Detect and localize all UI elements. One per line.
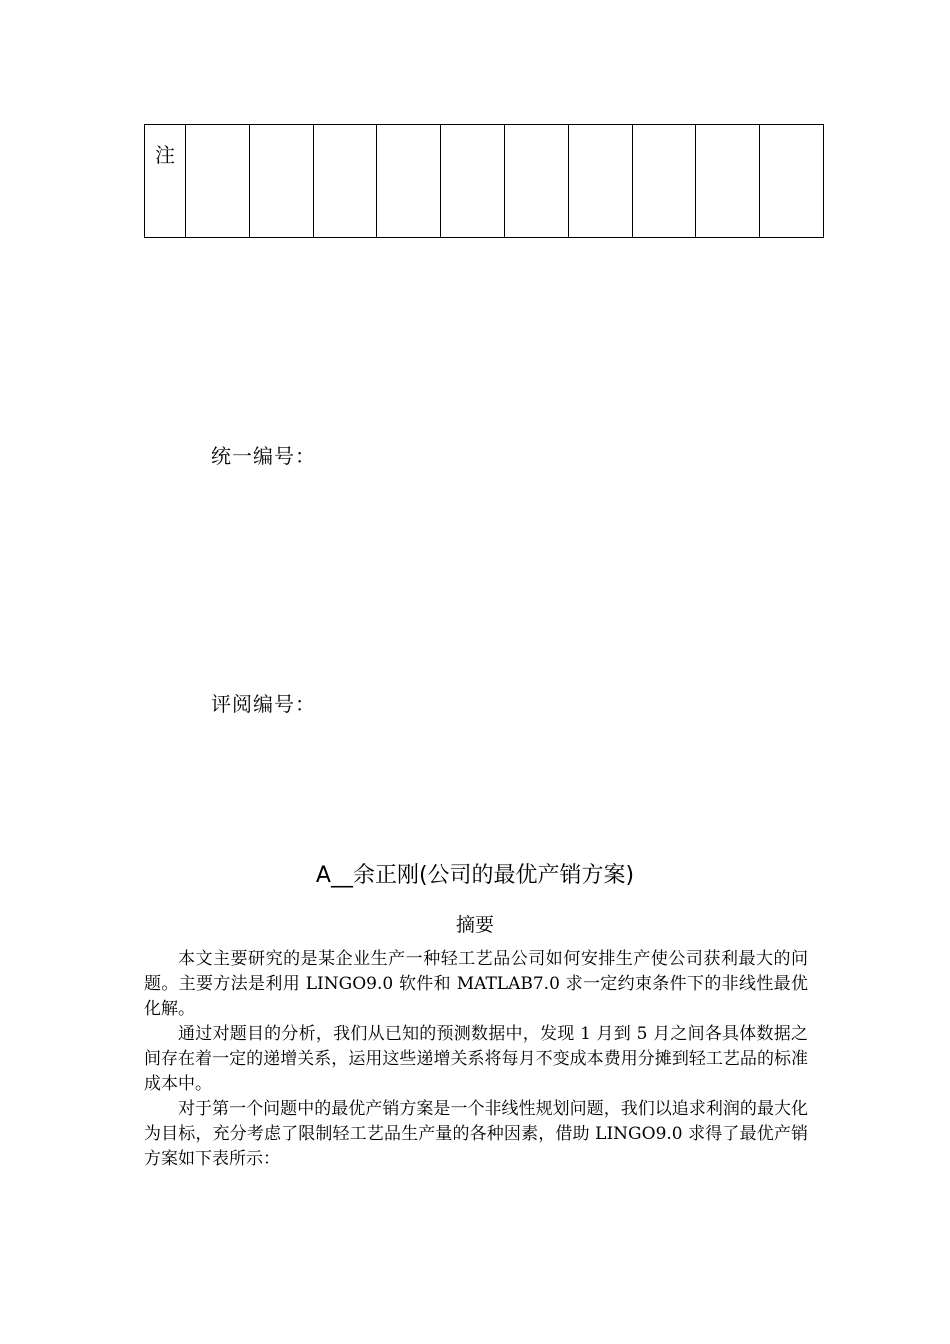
abstract-paragraph: 通过对题目的分析，我们从已知的预测数据中，发现 1 月到 5 月之间各具体数据之间存在着一定的递增关系，运用这些递增关系将每月不变成本费用分摊到轻工艺品的标准成本中。 [144,1024,808,1094]
notes-cell [632,125,696,238]
notes-cell [186,125,250,238]
abstract-heading: 摘要 [455,914,494,936]
notes-cell [249,125,313,238]
notes-cell [441,125,505,238]
notes-cell [760,125,824,238]
review-number-label: 评阅编号： [211,692,316,716]
unified-number-label: 统一编号： [211,444,316,468]
abstract-paragraph: 对于第一个问题中的最优产销方案是一个非线性规划问题，我们以追求利润的最大化为目标，充分考虑了限制轻工艺品生产量的各种因素，借助 LINGO9.0 求得了最优产销方案如下表所示： [144,1099,808,1169]
abstract-body [144,947,808,1172]
notes-cell [313,125,377,238]
notes-cell [377,125,441,238]
notes-cell [568,125,632,238]
notes-cell [504,125,568,238]
notes-cell [696,125,760,238]
notes-table [144,124,824,238]
notes-label-cell: 注 [145,125,186,238]
notes-row [145,125,824,238]
abstract-paragraph: 本文主要研究的是某企业生产一种轻工艺品公司如何安排生产使公司获利最大的问题。主要方法是利用 LINGO9.0 软件和 MATLAB7.0 求一定约束条件下的非线性最优化解。 [144,949,808,1019]
document-title: A__余正刚(公司的最优产销方案) [315,863,635,888]
